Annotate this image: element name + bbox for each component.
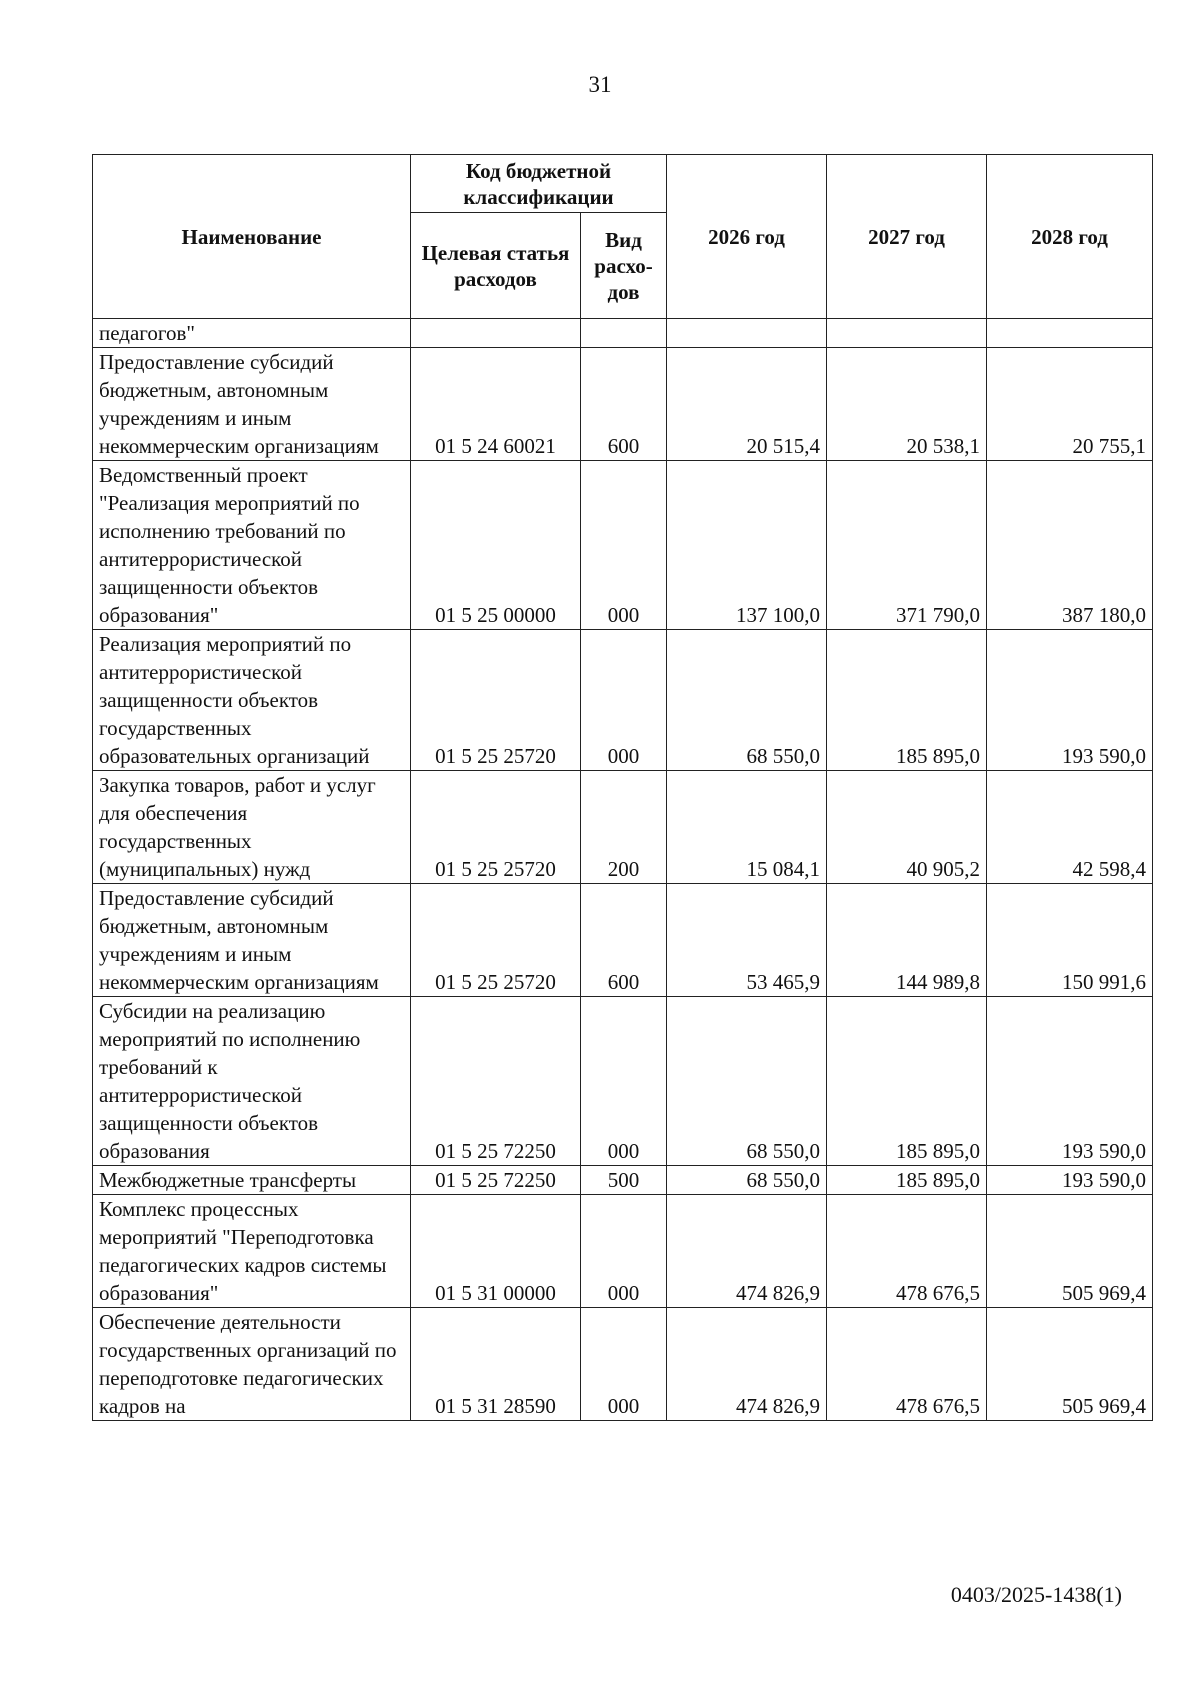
row-name: педагогов" bbox=[93, 319, 411, 348]
table-row bbox=[93, 884, 1153, 997]
row-value-2027: 144 989,8 bbox=[827, 884, 987, 997]
row-value-2026: 68 550,0 bbox=[667, 1166, 827, 1195]
row-value-2027: 371 790,0 bbox=[827, 461, 987, 630]
row-value-2028: 387 180,0 bbox=[987, 461, 1153, 630]
row-target-code: 01 5 25 25720 bbox=[411, 630, 581, 771]
row-target-code: 01 5 25 25720 bbox=[411, 884, 581, 997]
row-expense-type bbox=[581, 319, 667, 348]
row-name: Субсидии на реализацию мероприятий по исполнению требований к антитеррористической защищенности объектов образования bbox=[93, 997, 411, 1166]
row-value-2028: 193 590,0 bbox=[987, 1166, 1153, 1195]
row-value-2028: 42 598,4 bbox=[987, 771, 1153, 884]
row-name: Комплекс процессных мероприятий "Переподготовка педагогических кадров системы образования" bbox=[93, 1195, 411, 1308]
row-value-2027: 40 905,2 bbox=[827, 771, 987, 884]
row-value-2028: 505 969,4 bbox=[987, 1195, 1153, 1308]
row-value-2026: 68 550,0 bbox=[667, 997, 827, 1166]
table-row bbox=[93, 348, 1153, 461]
row-target-code: 01 5 25 72250 bbox=[411, 1166, 581, 1195]
row-value-2028: 20 755,1 bbox=[987, 348, 1153, 461]
row-value-2027: 185 895,0 bbox=[827, 1166, 987, 1195]
row-target-code: 01 5 24 60021 bbox=[411, 348, 581, 461]
header-target-item: Целевая статья расходов bbox=[411, 213, 581, 319]
table-row bbox=[93, 461, 1153, 630]
row-value-2028: 505 969,4 bbox=[987, 1308, 1153, 1421]
table-row bbox=[93, 1166, 1153, 1195]
row-expense-type: 600 bbox=[581, 348, 667, 461]
row-value-2028 bbox=[987, 319, 1153, 348]
table-body bbox=[93, 319, 1153, 1421]
table-row bbox=[93, 630, 1153, 771]
row-target-code: 01 5 25 72250 bbox=[411, 997, 581, 1166]
table-row bbox=[93, 771, 1153, 884]
row-value-2026: 53 465,9 bbox=[667, 884, 827, 997]
row-value-2028: 193 590,0 bbox=[987, 630, 1153, 771]
header-year-2028: 2028 год bbox=[987, 155, 1153, 319]
row-expense-type: 500 bbox=[581, 1166, 667, 1195]
row-name: Реализация мероприятий по антитеррористической защищенности объектов государственных образовательных организаций bbox=[93, 630, 411, 771]
row-name: Межбюджетные трансферты bbox=[93, 1166, 411, 1195]
row-value-2028: 150 991,6 bbox=[987, 884, 1153, 997]
row-target-code: 01 5 25 25720 bbox=[411, 771, 581, 884]
row-name: Предоставление субсидий бюджетным, автономным учреждениям и иным некоммерческим организациям bbox=[93, 884, 411, 997]
row-value-2026: 474 826,9 bbox=[667, 1308, 827, 1421]
row-value-2027: 185 895,0 bbox=[827, 997, 987, 1166]
row-value-2026: 15 084,1 bbox=[667, 771, 827, 884]
row-expense-type: 600 bbox=[581, 884, 667, 997]
table-header bbox=[93, 155, 1153, 319]
row-expense-type: 200 bbox=[581, 771, 667, 884]
row-value-2026 bbox=[667, 319, 827, 348]
header-year-2026: 2026 год bbox=[667, 155, 827, 319]
row-value-2027: 20 538,1 bbox=[827, 348, 987, 461]
row-target-code: 01 5 25 00000 bbox=[411, 461, 581, 630]
row-expense-type: 000 bbox=[581, 461, 667, 630]
row-value-2026: 474 826,9 bbox=[667, 1195, 827, 1308]
page-number: 31 bbox=[588, 72, 612, 97]
row-value-2027: 185 895,0 bbox=[827, 630, 987, 771]
row-expense-type: 000 bbox=[581, 997, 667, 1166]
row-name: Предоставление субсидий бюджетным, автономным учреждениям и иным некоммерческим организациям bbox=[93, 348, 411, 461]
row-target-code bbox=[411, 319, 581, 348]
row-value-2026: 68 550,0 bbox=[667, 630, 827, 771]
row-expense-type: 000 bbox=[581, 1308, 667, 1421]
row-target-code: 01 5 31 00000 bbox=[411, 1195, 581, 1308]
header-kbk-group: Код бюджетной классификации bbox=[411, 155, 667, 213]
table-row bbox=[93, 1308, 1153, 1421]
row-expense-type: 000 bbox=[581, 630, 667, 771]
document-id: 0403/2025-1438(1) bbox=[950, 1582, 1122, 1607]
row-name: Закупка товаров, работ и услуг для обеспечения государственных (муниципальных) нужд bbox=[93, 771, 411, 884]
table-row bbox=[93, 1195, 1153, 1308]
budget-table bbox=[92, 154, 1153, 1421]
row-value-2028: 193 590,0 bbox=[987, 997, 1153, 1166]
row-value-2027: 478 676,5 bbox=[827, 1195, 987, 1308]
row-value-2027 bbox=[827, 319, 987, 348]
row-value-2026: 137 100,0 bbox=[667, 461, 827, 630]
table-row bbox=[93, 319, 1153, 348]
row-expense-type: 000 bbox=[581, 1195, 667, 1308]
row-name: Обеспечение деятельности государственных организаций по переподготовке педагогических кадров на bbox=[93, 1308, 411, 1421]
header-year-2027: 2027 год bbox=[827, 155, 987, 319]
row-value-2027: 478 676,5 bbox=[827, 1308, 987, 1421]
table-row bbox=[93, 997, 1153, 1166]
row-value-2026: 20 515,4 bbox=[667, 348, 827, 461]
header-name: Наименование bbox=[93, 155, 411, 319]
row-name: Ведомственный проект "Реализация мероприятий по исполнению требований по антитеррористической защищенности объектов образования" bbox=[93, 461, 411, 630]
row-target-code: 01 5 31 28590 bbox=[411, 1308, 581, 1421]
header-expense-type: Вид расхо-дов bbox=[581, 213, 667, 319]
